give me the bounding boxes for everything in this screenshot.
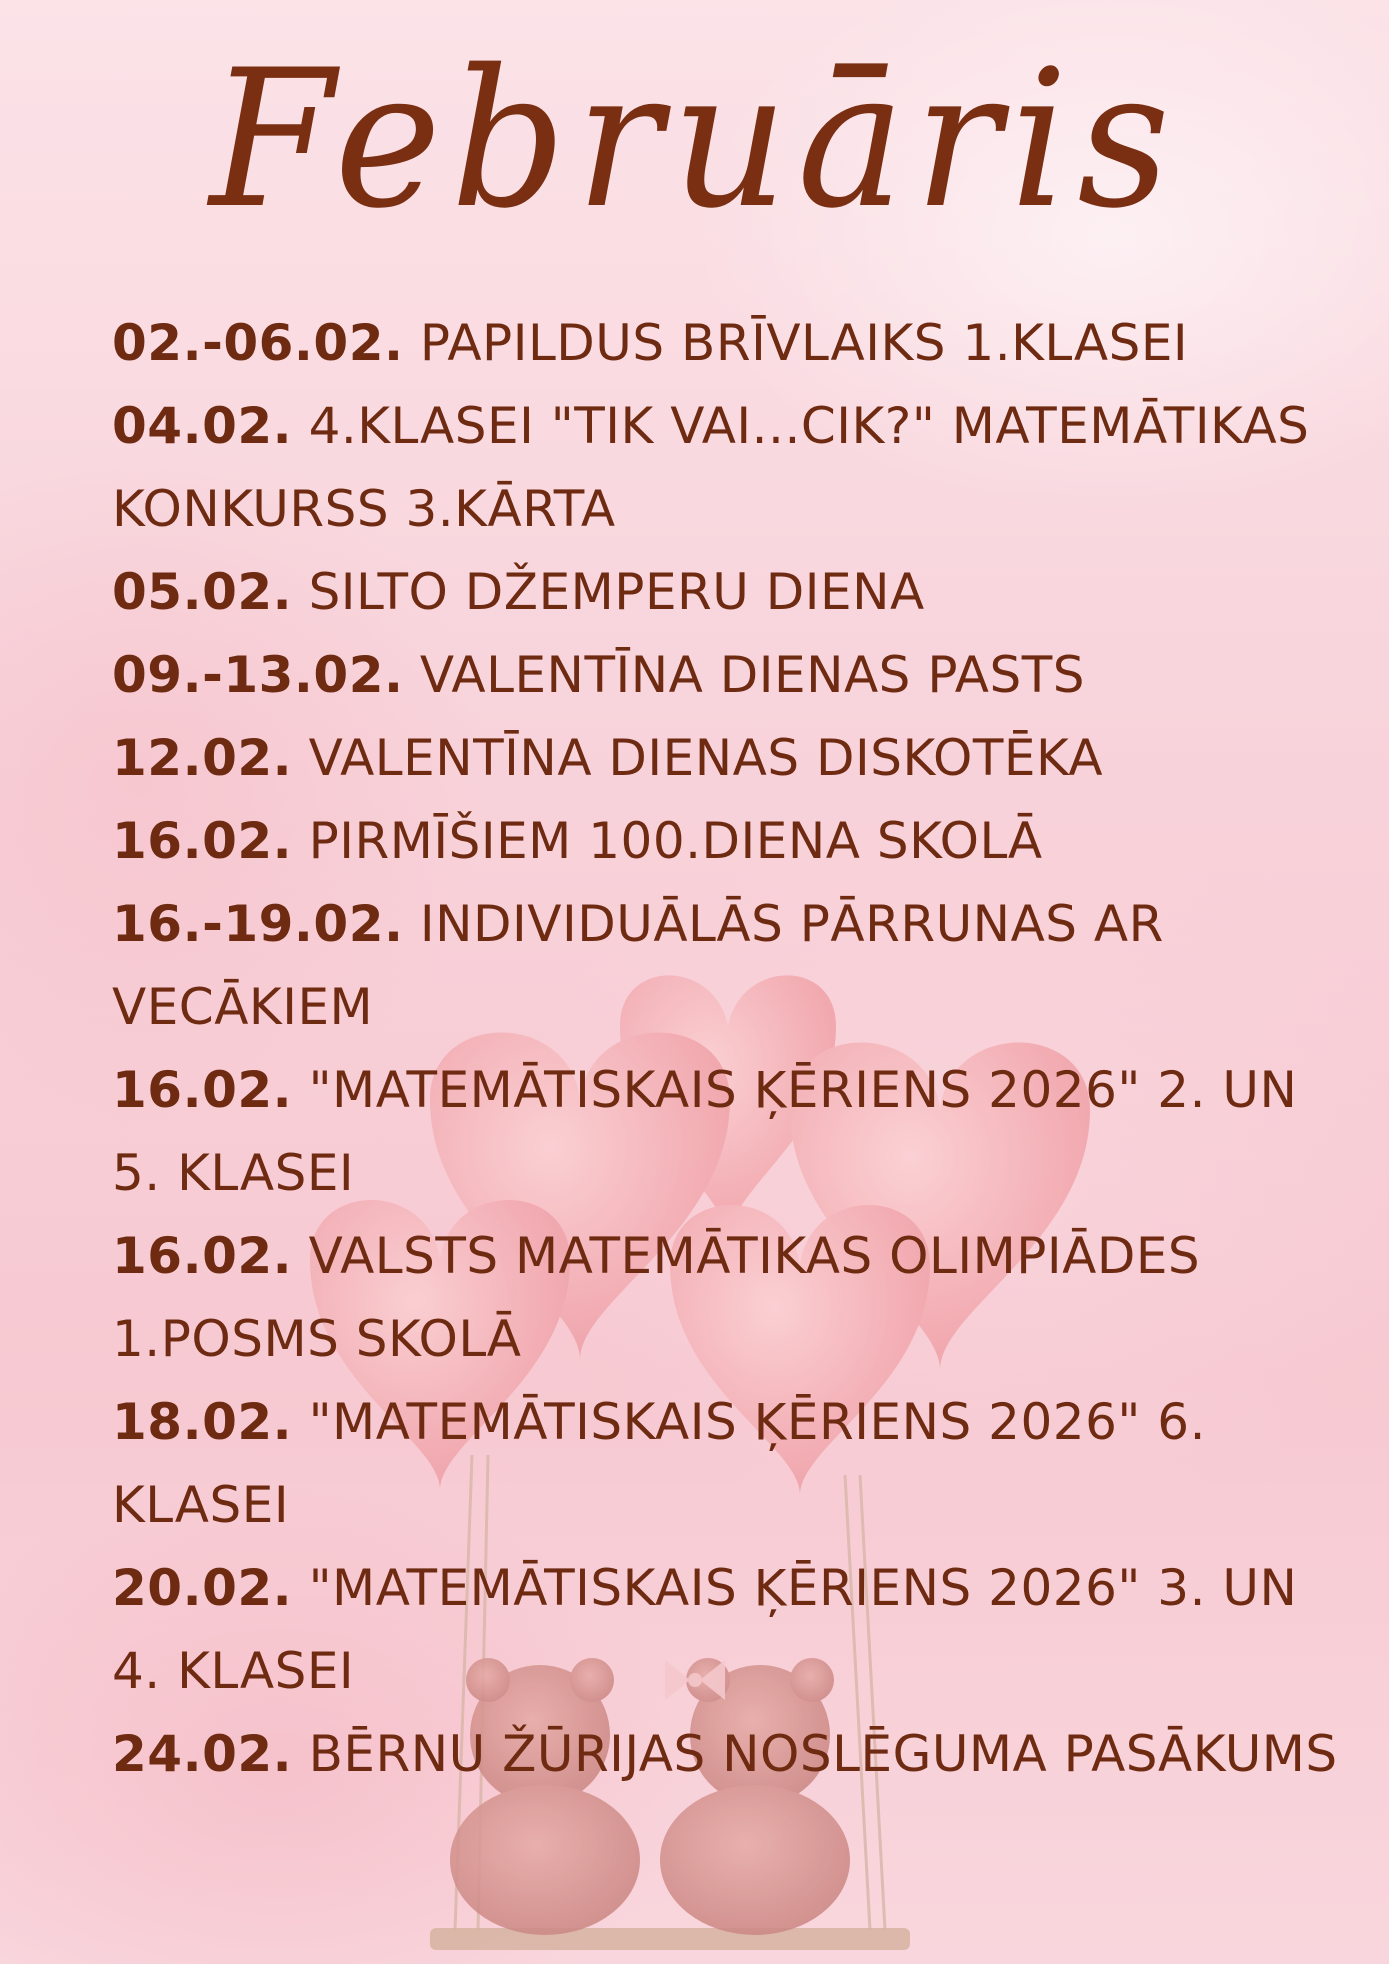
event-date: 02.-06.02. [112,314,404,372]
list-item [112,1215,1352,1381]
event-date: 09.-13.02. [112,646,404,704]
event-date: 16.02. [112,1227,293,1285]
swing-seat [430,1928,910,1950]
list-item [112,1713,1352,1796]
event-text: PIRMĪŠIEM 100.DIENA SKOLĀ [308,812,1043,870]
event-date: 16.02. [112,1061,293,1119]
event-text: INDIVIDUĀLĀS PĀRRUNAS AR VECĀKIEM [112,895,1164,1036]
list-item [112,302,1352,385]
event-list [112,302,1352,1796]
list-item [112,551,1352,634]
event-text: VALENTĪNA DIENAS DISKOTĒKA [308,729,1104,787]
list-item [112,1049,1352,1215]
event-date: 05.02. [112,563,293,621]
list-item [112,634,1352,717]
event-date: 12.02. [112,729,293,787]
event-date: 24.02. [112,1725,293,1783]
list-item [112,385,1352,551]
list-item [112,800,1352,883]
event-text: SILTO DŽEMPERU DIENA [308,563,925,621]
event-date: 16.02. [112,812,293,870]
event-date: 04.02. [112,397,293,455]
list-item [112,883,1352,1049]
event-text: 4.KLASEI "TIK VAI...CIK?" MATEMĀTIKAS KONKURSS 3.KĀRTA [112,397,1310,538]
event-text: VALSTS MATEMĀTIKAS OLIMPIĀDES 1.POSMS SKOLĀ [112,1227,1201,1368]
event-text: BĒRNU ŽŪRIJAS NOSLĒGUMA PASĀKUMS [308,1725,1338,1783]
list-item [112,1547,1352,1713]
event-date: 18.02. [112,1393,293,1451]
event-text: "MATEMĀTISKAIS ĶĒRIENS 2026" 6. KLASEI [112,1393,1206,1534]
event-date: 20.02. [112,1559,293,1617]
event-text: "MATEMĀTISKAIS ĶĒRIENS 2026" 3. UN 4. KLASEI [112,1559,1298,1700]
list-item [112,717,1352,800]
list-item [112,1381,1352,1547]
event-text: PAPILDUS BRĪVLAIKS 1.KLASEI [419,314,1189,372]
page-title: Februāris [209,29,1180,250]
event-text: "MATEMĀTISKAIS ĶĒRIENS 2026" 2. UN 5. KLASEI [112,1061,1298,1202]
event-text: VALENTĪNA DIENAS PASTS [419,646,1085,704]
event-date: 16.-19.02. [112,895,404,953]
